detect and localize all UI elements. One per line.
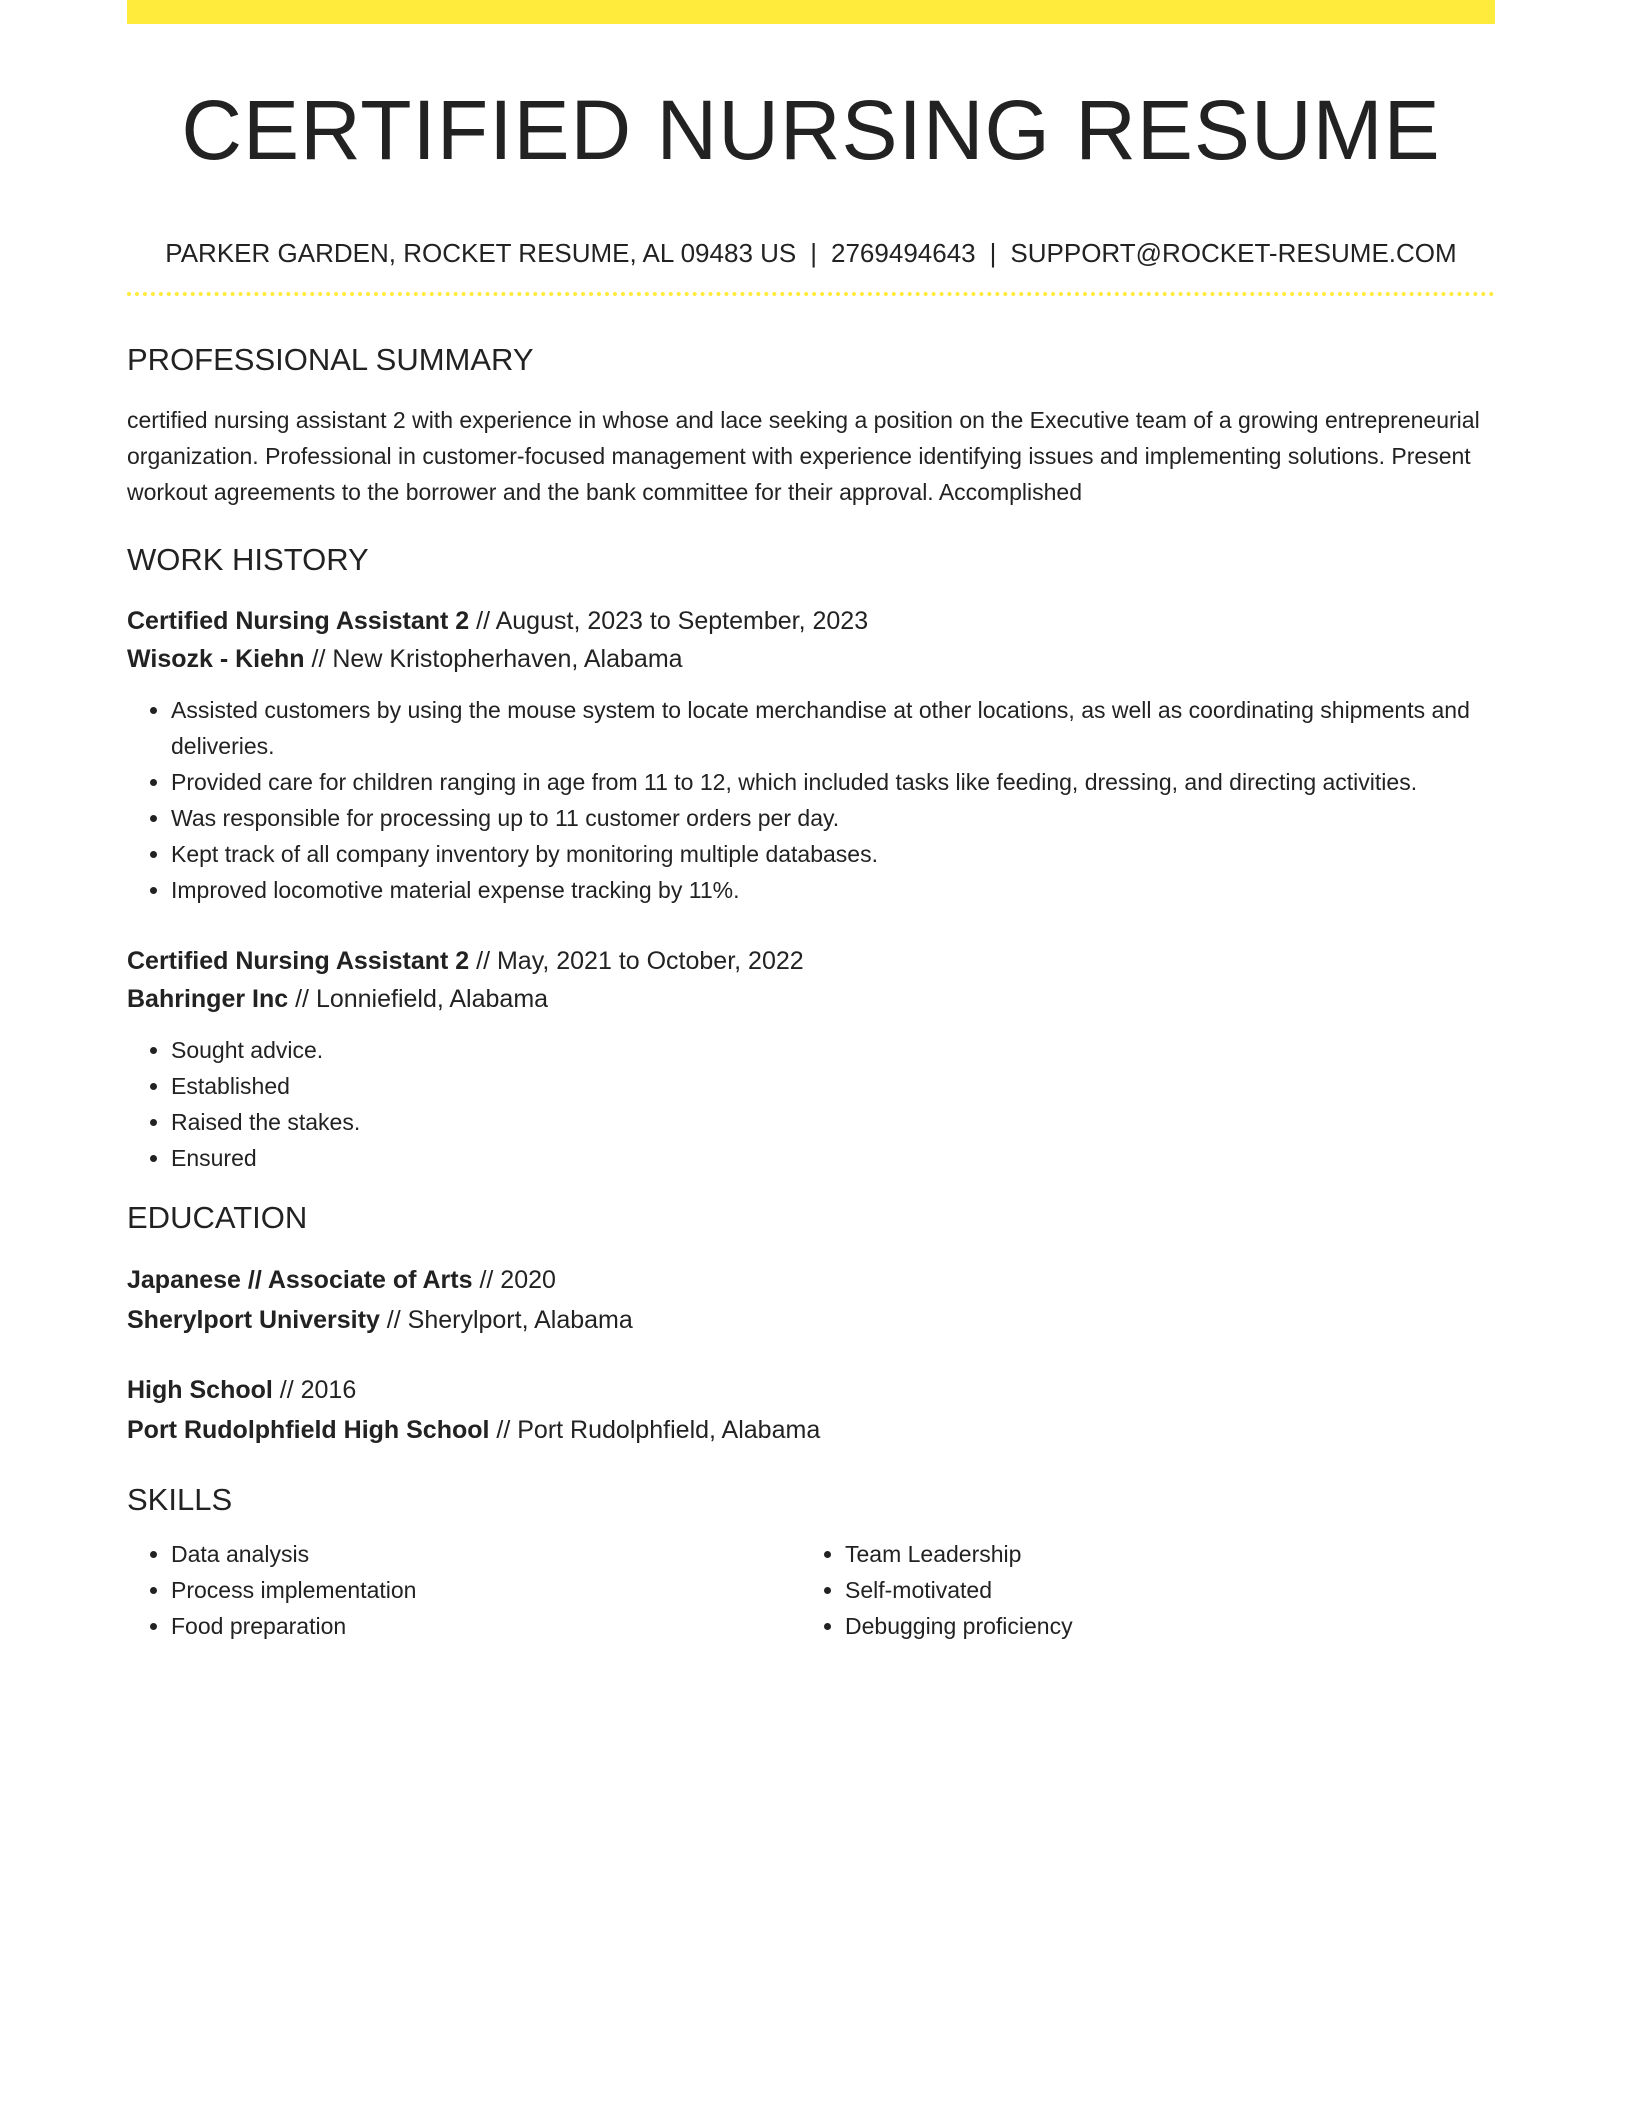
skills-list-left bbox=[127, 1536, 801, 1644]
accent-top-bar bbox=[127, 0, 1495, 24]
job-dates: // August, 2023 to September, 2023 bbox=[469, 607, 869, 635]
skills-list-right bbox=[801, 1536, 1475, 1644]
summary-heading: PROFESSIONAL SUMMARY bbox=[127, 342, 534, 377]
education-location: // Sherylport, Alabama bbox=[379, 1306, 633, 1334]
job-bullet: • Sought advice. bbox=[171, 1032, 1495, 1068]
skill-item: • Team Leadership bbox=[845, 1536, 1475, 1572]
job-bullet: • Assisted customers by using the mouse system to locate merchandise at other locations, as well as coordinating shipments and deliveries. bbox=[171, 692, 1495, 764]
contact-phone: 2769494643 bbox=[831, 238, 976, 268]
job-title: Certified Nursing Assistant 2 bbox=[127, 947, 470, 975]
skill-item: • Self-motivated bbox=[845, 1572, 1475, 1608]
job-company: Bahringer Inc bbox=[127, 985, 289, 1013]
resume-page bbox=[127, 0, 1495, 1644]
job-bullet: • Established bbox=[171, 1068, 1495, 1104]
job-bullets bbox=[127, 1032, 1495, 1176]
contact-address: PARKER GARDEN, ROCKET RESUME, AL 09483 US bbox=[165, 238, 797, 268]
education-heading: EDUCATION bbox=[127, 1200, 308, 1235]
contact-email: SUPPORT@ROCKET-RESUME.COM bbox=[1010, 238, 1457, 268]
education-year: // 2020 bbox=[472, 1266, 556, 1294]
skill-item: • Process implementation bbox=[171, 1572, 801, 1608]
job-bullet: • Raised the stakes. bbox=[171, 1104, 1495, 1140]
skills-columns bbox=[127, 1536, 1495, 1644]
education-school-line bbox=[127, 1300, 1495, 1340]
job-company-line bbox=[127, 980, 1495, 1018]
education-school-line bbox=[127, 1410, 1495, 1450]
contact-line bbox=[127, 236, 1495, 270]
job-bullet: • Improved locomotive material expense tracking by 11%. bbox=[171, 872, 1495, 908]
job-title: Certified Nursing Assistant 2 bbox=[127, 607, 470, 635]
contact-separator: | bbox=[989, 238, 997, 268]
job-bullet: • Kept track of all company inventory by monitoring multiple databases. bbox=[171, 836, 1495, 872]
job-company-line bbox=[127, 640, 1495, 678]
job-dates: // May, 2021 to October, 2022 bbox=[469, 947, 804, 975]
education-location: // Port Rudolphfield, Alabama bbox=[489, 1416, 821, 1444]
summary-text: certified nursing assistant 2 with experience in whose and lace seeking a position on the Executive team of a growing entrepreneurial organization. Professional in customer-focused management with experience identifying issues and implementing solutions. Present workout agreements to the borrower and the bank committee for their approval. Accomplished bbox=[127, 407, 1480, 505]
education-school: Sherylport University bbox=[127, 1306, 380, 1334]
skill-item: • Debugging proficiency bbox=[845, 1608, 1475, 1644]
job-bullet: • Provided care for children ranging in age from 11 to 12, which included tasks like feeding, dressing, and directing activities. bbox=[171, 764, 1495, 800]
job-bullet: • Was responsible for processing up to 11 customer orders per day. bbox=[171, 800, 1495, 836]
skills-heading: SKILLS bbox=[127, 1482, 233, 1517]
job-location: // New Kristopherhaven, Alabama bbox=[304, 645, 683, 673]
skill-item: • Data analysis bbox=[171, 1536, 801, 1572]
education-school: Port Rudolphfield High School bbox=[127, 1416, 490, 1444]
education-degree: Japanese // Associate of Arts bbox=[127, 1266, 473, 1294]
header-divider bbox=[127, 292, 1495, 296]
job-bullet: • Ensured bbox=[171, 1140, 1495, 1176]
job-location: // Lonniefield, Alabama bbox=[288, 985, 549, 1013]
contact-separator: | bbox=[810, 238, 818, 268]
job-entry bbox=[127, 942, 1495, 1176]
education-degree-line bbox=[127, 1260, 1495, 1300]
job-title-line bbox=[127, 602, 1495, 640]
job-company: Wisozk - Kiehn bbox=[127, 645, 305, 673]
work-history-heading: WORK HISTORY bbox=[127, 542, 369, 577]
job-entry bbox=[127, 602, 1495, 908]
job-title-line bbox=[127, 942, 1495, 980]
skill-item: • Food preparation bbox=[171, 1608, 801, 1644]
education-entry bbox=[127, 1260, 1495, 1340]
education-degree-line bbox=[127, 1370, 1495, 1410]
job-bullets bbox=[127, 692, 1495, 908]
education-entry bbox=[127, 1370, 1495, 1450]
education-degree: High School bbox=[127, 1376, 273, 1404]
resume-title: CERTIFIED NURSING RESUME bbox=[181, 83, 1441, 177]
education-year: // 2016 bbox=[272, 1376, 357, 1404]
